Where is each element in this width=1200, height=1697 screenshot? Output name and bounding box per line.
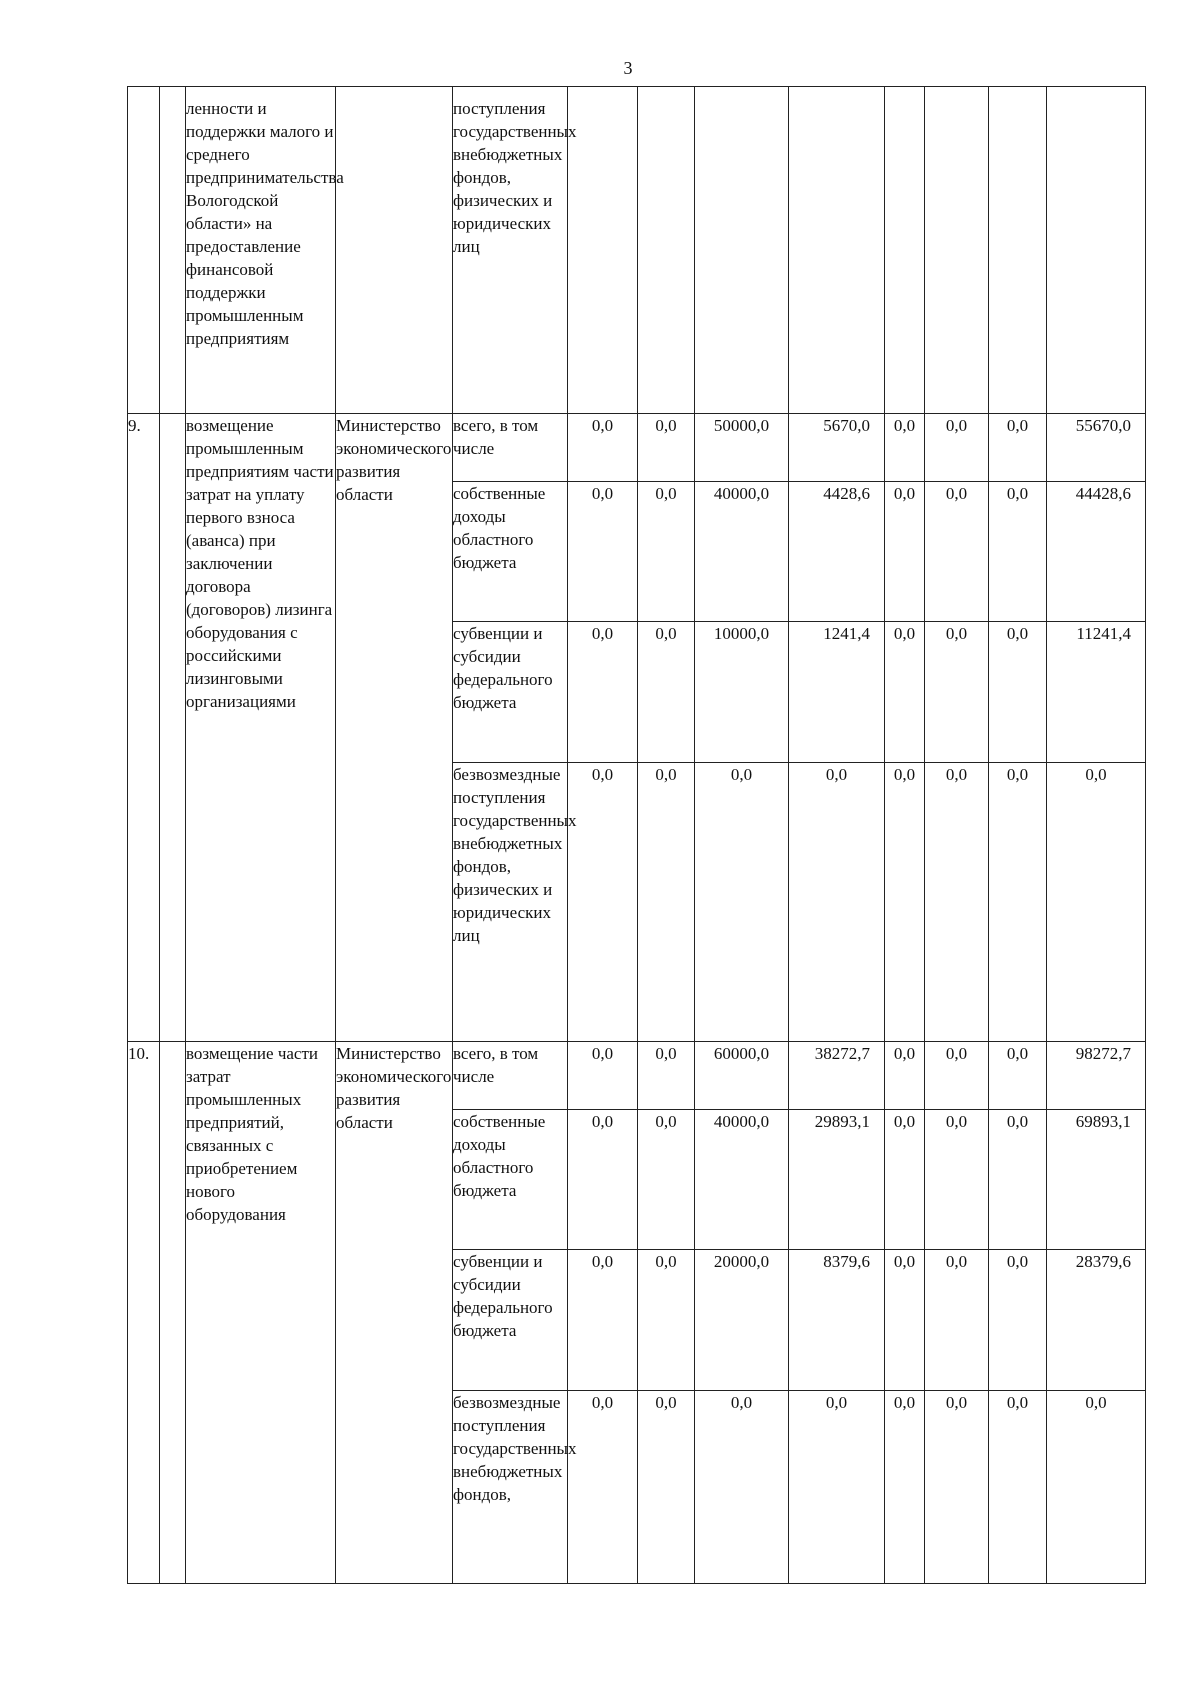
value-cell <box>1047 87 1146 414</box>
source-cell: всего, в том числе <box>453 1042 568 1110</box>
value-cell: 0,0 <box>925 1110 989 1250</box>
budget-table <box>127 86 1146 1584</box>
executor-cell <box>336 87 453 414</box>
value-cell: 44428,6 <box>1047 482 1146 622</box>
value-cell: 0,0 <box>989 1110 1047 1250</box>
executor-cell: Министерство экономического развития области <box>336 414 453 1042</box>
value-cell: 0,0 <box>925 622 989 763</box>
source-cell: всего, в том числе <box>453 414 568 482</box>
value-cell: 0,0 <box>638 1042 695 1110</box>
value-cell: 0,0 <box>885 1250 925 1391</box>
value-cell <box>568 87 638 414</box>
value-cell: 0,0 <box>638 1110 695 1250</box>
value-cell: 0,0 <box>885 622 925 763</box>
value-cell: 0,0 <box>885 482 925 622</box>
description-cell: ленности и поддержки малого и среднего предпринимательства Вологодской области» на предоставление финансовой поддержки промышленным предприятиям <box>186 87 336 414</box>
value-cell <box>885 87 925 414</box>
value-cell: 0,0 <box>568 414 638 482</box>
value-cell: 0,0 <box>638 763 695 1042</box>
value-cell: 0,0 <box>925 1042 989 1110</box>
value-cell: 0,0 <box>925 1250 989 1391</box>
value-cell: 5670,0 <box>789 414 885 482</box>
value-cell: 0,0 <box>638 1250 695 1391</box>
value-cell: 4428,6 <box>789 482 885 622</box>
value-cell <box>989 87 1047 414</box>
value-cell: 0,0 <box>885 1042 925 1110</box>
value-cell: 0,0 <box>568 1110 638 1250</box>
value-cell: 0,0 <box>638 1391 695 1584</box>
value-cell: 0,0 <box>885 1391 925 1584</box>
value-cell: 0,0 <box>925 763 989 1042</box>
source-cell: субвенции и субсидии федерального бюджета <box>453 622 568 763</box>
value-cell: 0,0 <box>695 763 789 1042</box>
value-cell: 28379,6 <box>1047 1250 1146 1391</box>
value-cell <box>789 87 885 414</box>
page-number: 3 <box>623 58 633 78</box>
source-cell: поступления государственных внебюджетных фондов, физических и юридических лиц <box>453 87 568 414</box>
source-cell: безвозмездные поступления государственных внебюджетных фондов, <box>453 1391 568 1584</box>
value-cell <box>638 87 695 414</box>
row-number: 9. <box>128 414 160 1042</box>
value-cell: 0,0 <box>989 622 1047 763</box>
value-cell: 0,0 <box>989 763 1047 1042</box>
number-cell <box>128 87 160 414</box>
source-cell: безвозмездные поступления государственных внебюджетных фондов, физических и юридических лиц <box>453 763 568 1042</box>
value-cell: 0,0 <box>989 482 1047 622</box>
table-row <box>128 87 1146 414</box>
table-row <box>128 414 1146 482</box>
description-cell: возмещение части затрат промышленных предприятий, связанных с приобретением нового оборудования <box>186 1042 336 1584</box>
value-cell: 38272,7 <box>789 1042 885 1110</box>
value-cell: 55670,0 <box>1047 414 1146 482</box>
value-cell: 0,0 <box>638 414 695 482</box>
blank-cell <box>160 1042 186 1584</box>
executor-cell: Министерство экономического развития области <box>336 1042 453 1584</box>
value-cell: 0,0 <box>989 414 1047 482</box>
value-cell: 0,0 <box>925 414 989 482</box>
value-cell: 40000,0 <box>695 482 789 622</box>
value-cell: 69893,1 <box>1047 1110 1146 1250</box>
value-cell: 29893,1 <box>789 1110 885 1250</box>
row-number: 10. <box>128 1042 160 1584</box>
blank-cell <box>160 87 186 414</box>
value-cell: 40000,0 <box>695 1110 789 1250</box>
value-cell: 0,0 <box>1047 763 1146 1042</box>
value-cell: 20000,0 <box>695 1250 789 1391</box>
value-cell: 50000,0 <box>695 414 789 482</box>
value-cell: 0,0 <box>568 1250 638 1391</box>
value-cell: 0,0 <box>885 763 925 1042</box>
value-cell: 0,0 <box>568 1391 638 1584</box>
source-cell: субвенции и субсидии федерального бюджета <box>453 1250 568 1391</box>
value-cell: 1241,4 <box>789 622 885 763</box>
value-cell: 0,0 <box>695 1391 789 1584</box>
blank-cell <box>160 414 186 1042</box>
value-cell: 10000,0 <box>695 622 789 763</box>
value-cell: 0,0 <box>885 414 925 482</box>
table-row <box>128 1042 1146 1110</box>
value-cell: 11241,4 <box>1047 622 1146 763</box>
value-cell: 0,0 <box>989 1042 1047 1110</box>
value-cell: 0,0 <box>989 1391 1047 1584</box>
value-cell: 0,0 <box>789 763 885 1042</box>
value-cell: 8379,6 <box>789 1250 885 1391</box>
value-cell: 60000,0 <box>695 1042 789 1110</box>
value-cell: 98272,7 <box>1047 1042 1146 1110</box>
value-cell: 0,0 <box>925 482 989 622</box>
source-cell: собственные доходы областного бюджета <box>453 482 568 622</box>
value-cell: 0,0 <box>568 1042 638 1110</box>
value-cell: 0,0 <box>638 482 695 622</box>
value-cell <box>695 87 789 414</box>
value-cell: 0,0 <box>885 1110 925 1250</box>
value-cell <box>925 87 989 414</box>
value-cell: 0,0 <box>638 622 695 763</box>
description-cell: возмещение промышленным предприятиям части затрат на уплату первого взноса (аванса) при заключении договора (договоров) лизинга оборудования с российскими лизинговыми организациями <box>186 414 336 1042</box>
value-cell: 0,0 <box>568 763 638 1042</box>
value-cell: 0,0 <box>789 1391 885 1584</box>
source-cell: собственные доходы областного бюджета <box>453 1110 568 1250</box>
value-cell: 0,0 <box>568 482 638 622</box>
value-cell: 0,0 <box>925 1391 989 1584</box>
value-cell: 0,0 <box>1047 1391 1146 1584</box>
value-cell: 0,0 <box>568 622 638 763</box>
value-cell: 0,0 <box>989 1250 1047 1391</box>
